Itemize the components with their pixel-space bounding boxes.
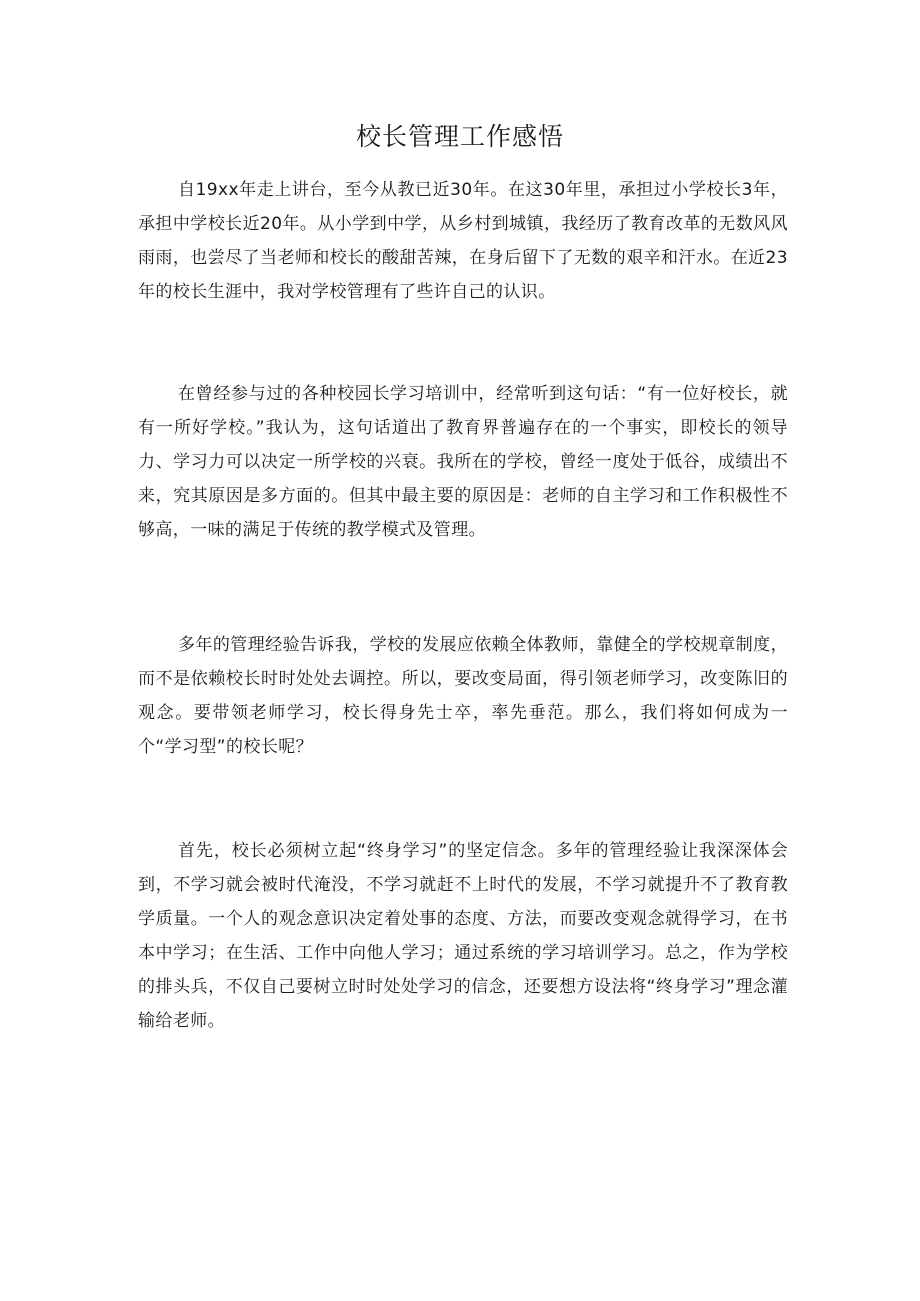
document-title: 校长管理工作感悟 [355, 122, 564, 151]
paragraph-2: 在曾经参与过的各种校园长学习培训中，经常听到这句话：“有一位好校长，就有一所好学校。”我认为，这句话道出了教育界普遍存在的一个事实，即校长的领导力、学习力可以决定一所学校的兴衰。我所在的学校，曾经一度处于低谷，成绩出不来，究其原因是多方面的。但其中最主要的原因是：老师的自主学习和工作积极性不够高，一味的满足于传统的教学模式及管理。 [138, 384, 788, 540]
paragraph-1: 自19xx年走上讲台，至今从教已近30年。在这30年里，承担过小学校长3年，承担中学校长近20年。从小学到中学，从乡村到城镇，我经历了教育改革的无数风风雨雨，也尝尽了当老师和校长的酸甜苦辣，在身后留下了无数的艰辛和汗水。在近23年的校长生涯中，我对学校管理有了些许自己的认识。 [138, 180, 788, 302]
paragraph-3: 多年的管理经验告诉我，学校的发展应依赖全体教师，靠健全的学校规章制度，而不是依赖校长时时处处去调控。所以，要改变局面，得引领老师学习，改变陈旧的观念。要带领老师学习，校长得身先士卒，率先垂范。那么，我们将如何成为一个“学习型”的校长呢？ [138, 635, 788, 757]
paragraph-4: 首先，校长必须树立起“终身学习”的坚定信念。多年的管理经验让我深深体会到，不学习就会被时代淹没，不学习就赶不上时代的发展，不学习就提升不了教育教学质量。一个人的观念意识决定着处事的态度、方法，而要改变观念就得学习，在书本中学习；在生活、工作中向他人学习；通过系统的学习培训学习。总之，作为学校的排头兵，不仅自己要树立时时处处学习的信念，还要想方设法将“终身学习”理念灌输给老师。 [138, 841, 788, 1031]
